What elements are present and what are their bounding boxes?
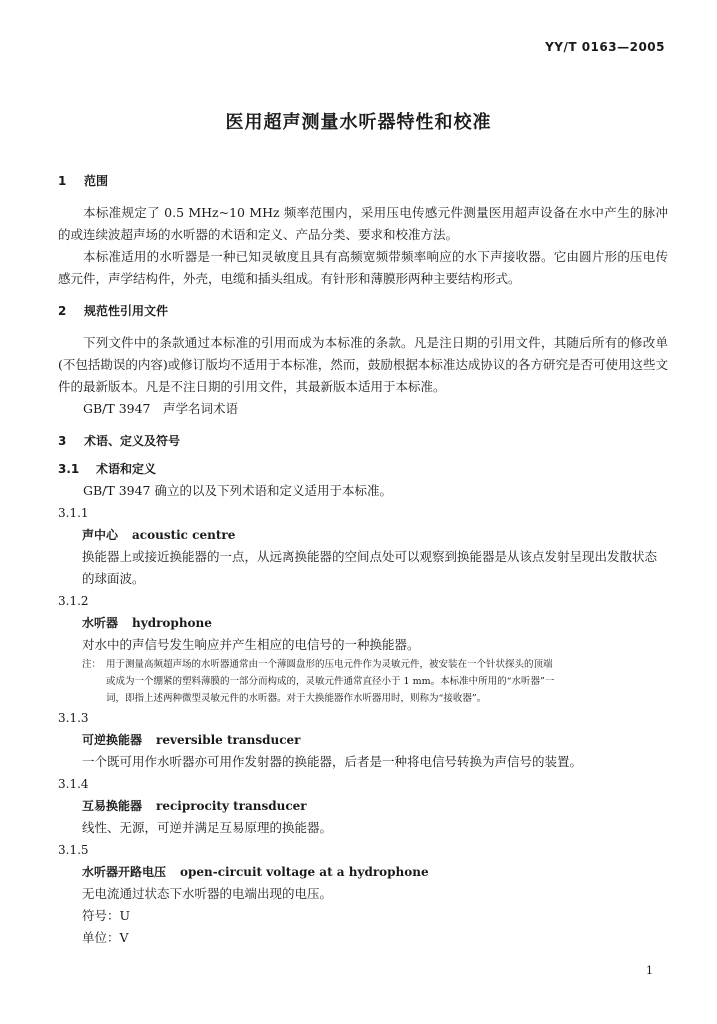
term-3-1-5 bbox=[58, 861, 668, 883]
term-english: hydrophone bbox=[132, 616, 212, 630]
term-unit: 单位：V bbox=[82, 930, 129, 945]
section-number: 1 bbox=[58, 174, 67, 188]
subsection-title: 术语和定义 bbox=[96, 462, 157, 476]
term-english: open-circuit voltage at a hydrophone bbox=[180, 865, 429, 879]
section-title: 术语、定义及符号 bbox=[84, 434, 181, 448]
clause-number: 3.1.3 bbox=[58, 711, 89, 725]
term-chinese: 水听器 bbox=[82, 616, 119, 630]
term-symbol: 符号：U bbox=[82, 908, 131, 923]
document-body bbox=[58, 170, 668, 949]
section-1-paragraph-2: 本标准适用的水听器是一种已知灵敏度且具有高频宽频带频率响应的水下声接收器。它由圆片形的压电传感元件，声学结构件，外壳，电缆和插头组成。有针形和薄膜形两种主要结构形式。 bbox=[58, 249, 668, 286]
note-line-1: 用于测量高频超声场的水听器通常由一个薄圆盘形的压电元件作为灵敏元件，被安装在一个针状探头的顶端 bbox=[106, 659, 553, 670]
term-3-1-1 bbox=[58, 524, 668, 546]
standard-number: YY/T 0163—2005 bbox=[545, 40, 665, 54]
section-number: 2 bbox=[58, 304, 67, 318]
term-definition: 线性、无源，可逆并满足互易原理的换能器。 bbox=[82, 820, 333, 835]
note-label: 注： bbox=[82, 659, 102, 670]
section-title: 规范性引用文件 bbox=[84, 304, 169, 318]
section-2-paragraph: 下列文件中的条款通过本标准的引用而成为本标准的条款。凡是注日期的引用文件，其随后所有的修改单(不包括勘误的内容)或修订版均不适用于本标准，然而，鼓励根据本标准达成协议的各方研究是否可使用这些文件的最新版本。凡是不注日期的引用文件，其最新版本适用于本标准。 bbox=[58, 335, 668, 394]
term-chinese: 水听器开路电压 bbox=[82, 865, 167, 879]
term-3-1-4 bbox=[58, 795, 668, 817]
subsection-3-1-heading bbox=[58, 458, 668, 480]
section-1-paragraph-1: 本标准规定了 0.5 MHz~10 MHz 频率范围内，采用压电传感元件测量医用超声设备在水中产生的脉冲的或连续波超声场的水听器的术语和定义、产品分类、要求和校准方法。 bbox=[58, 205, 668, 242]
term-english: acoustic centre bbox=[132, 528, 236, 542]
term-english: reversible transducer bbox=[156, 733, 301, 747]
clause-number: 3.1.2 bbox=[58, 594, 89, 608]
section-title: 范围 bbox=[84, 174, 109, 188]
section-3-heading bbox=[58, 430, 668, 452]
document-title: 医用超声测量水听器特性和校准 bbox=[225, 112, 492, 133]
section-number: 3 bbox=[58, 434, 67, 448]
term-definition: 无电流通过状态下水听器的电端出现的电压。 bbox=[82, 886, 333, 901]
section-1-heading bbox=[58, 170, 668, 192]
term-3-1-2 bbox=[58, 612, 668, 634]
term-definition: 对水中的声信号发生响应并产生相应的电信号的一种换能器。 bbox=[82, 637, 420, 652]
term-note bbox=[58, 656, 668, 673]
term-chinese: 可逆换能器 bbox=[82, 733, 143, 747]
term-3-1-3 bbox=[58, 729, 668, 751]
clause-number: 3.1.1 bbox=[58, 506, 89, 520]
term-english: reciprocity transducer bbox=[156, 799, 307, 813]
normative-reference: GB/T 3947 声学名词术语 bbox=[83, 401, 239, 416]
subsection-3-1-intro: GB/T 3947 确立的以及下列术语和定义适用于本标准。 bbox=[83, 483, 392, 498]
term-definition: 换能器上或接近换能器的一点，从远离换能器的空间点处可以观察到换能器是从该点发射呈现出发散状态的球面波。 bbox=[82, 549, 658, 586]
term-chinese: 互易换能器 bbox=[82, 799, 143, 813]
term-chinese: 声中心 bbox=[82, 528, 119, 542]
section-2-heading bbox=[58, 300, 668, 322]
page-number: 1 bbox=[646, 964, 653, 977]
clause-number: 3.1.4 bbox=[58, 777, 89, 791]
subsection-number: 3.1 bbox=[58, 462, 80, 476]
clause-number: 3.1.5 bbox=[58, 843, 89, 857]
note-line-2: 或成为一个绷紧的塑料薄膜的一部分而构成的，灵敏元件通常直径小于 1 mm。本标准中所用的“水听器”一 bbox=[106, 676, 555, 687]
note-line-3: 词，即指上述两种微型灵敏元件的水听器。对于大换能器作水听器用时，则称为“接收器”。 bbox=[106, 693, 487, 704]
term-definition: 一个既可用作水听器亦可用作发射器的换能器，后者是一种将电信号转换为声信号的装置。 bbox=[82, 754, 583, 769]
